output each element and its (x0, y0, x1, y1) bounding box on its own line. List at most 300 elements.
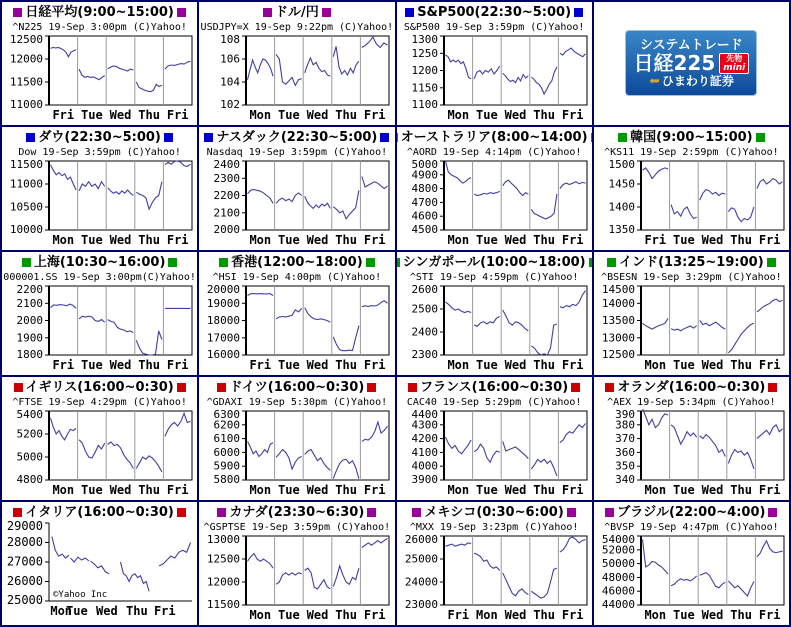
chart-title-row (615, 129, 768, 146)
chart-title: イギリス(16:00~0:30) (25, 380, 174, 395)
y-axis-tick-label: 1250 (411, 46, 438, 60)
price-line (305, 568, 331, 589)
chart-title-row (604, 254, 779, 271)
x-axis-day-label: Tue (81, 108, 103, 122)
y-axis-tick-label: 3900 (411, 473, 438, 486)
marker-square-icon (164, 133, 173, 142)
chart-title: カナダ(23:30~6:30) (229, 505, 365, 520)
x-axis-day-label: Fri (758, 233, 781, 247)
chart-cell-STI[interactable] (397, 252, 592, 375)
price-line (305, 450, 331, 471)
y-axis-tick-label: 1150 (411, 81, 438, 95)
price-line (362, 177, 388, 189)
chart-cell-FTSE[interactable] (2, 377, 197, 500)
price-chart (200, 284, 393, 374)
chart-title: インド(13:25~19:00) (619, 255, 764, 270)
x-axis-day-label: Tue (475, 483, 498, 497)
x-axis-day-label: Wed (307, 233, 329, 247)
price-line (560, 291, 586, 308)
y-axis-tick-label: 1350 (608, 223, 635, 236)
x-axis-day-label: Thu (138, 358, 161, 372)
x-axis-day-label: Wed (701, 483, 724, 497)
y-axis-tick-label: 18000 (207, 314, 241, 327)
x-axis-day-label: Thu (730, 233, 752, 247)
x-axis-day-label: Mon (52, 233, 75, 247)
price-line (560, 182, 586, 189)
chart-cell-Nasdaq[interactable] (199, 127, 394, 250)
chart-cell-GDAXI[interactable] (199, 377, 394, 500)
y-axis-tick-label: 2400 (411, 325, 438, 339)
price-chart (200, 409, 393, 499)
price-line (362, 422, 388, 441)
marker-square-icon (168, 258, 177, 267)
chart-title: ナスダック(22:30~5:00) (216, 130, 378, 145)
marker-square-icon (405, 8, 414, 17)
price-line (362, 301, 388, 307)
y-axis-tick-label: 1800 (16, 348, 44, 361)
y-axis-tick-label: 5000 (411, 159, 438, 171)
price-line (108, 442, 134, 469)
price-line (502, 441, 528, 458)
y-axis-tick-label: 4200 (411, 432, 438, 446)
price-chart (200, 34, 393, 124)
x-axis-day-label: Fri (758, 483, 781, 497)
price-line (728, 207, 754, 222)
chart-title-row (409, 504, 578, 521)
price-line (79, 69, 105, 80)
y-axis-tick-label: 12000 (10, 52, 44, 66)
ticker-caption: ^FTSE 19-Sep 4:29pm (C)Yahoo! (12, 397, 187, 408)
marker-square-icon (574, 8, 583, 17)
chart-title: イタリア(16:00~0:30) (25, 505, 174, 520)
x-axis-day-label: Tue (672, 608, 695, 622)
ticker-caption: ^GSPTSE 19-Sep 3:59pm (C)Yahoo! (203, 522, 391, 533)
price-line (757, 179, 783, 189)
ad-banner-himawari[interactable] (625, 30, 757, 96)
x-axis-day-label: Fri (364, 233, 386, 247)
marker-square-icon (607, 258, 616, 267)
marker-square-icon (367, 508, 376, 517)
price-chart (200, 534, 393, 624)
x-axis-day-label: Fri (364, 608, 386, 622)
chart-cell-MXX[interactable] (397, 502, 592, 625)
y-axis-tick-label: 380 (615, 418, 635, 432)
x-axis-day-label: Mon (50, 604, 73, 618)
x-axis-day-label: Fri (166, 358, 189, 372)
price-line (305, 58, 331, 76)
price-chart (595, 534, 788, 624)
ticker-caption: ^BSESN 19-Sep 3:29pm (C)Yahoo! (601, 272, 782, 283)
y-axis-tick-label: 4000 (411, 459, 438, 473)
price-line (51, 48, 77, 57)
y-axis-tick-label: 4600 (411, 209, 438, 223)
ticker-caption: ^KS11 19-Sep 2:59pm (C)Yahoo! (604, 147, 779, 158)
x-axis-day-label: Mon (249, 608, 272, 622)
x-axis-day-label: Fri (364, 108, 386, 122)
chart-cell-GSPTSE[interactable] (199, 502, 394, 625)
price-chart (398, 534, 591, 624)
price-line (276, 308, 302, 318)
price-line (248, 554, 274, 569)
y-axis-tick-label: 4500 (411, 223, 438, 236)
marker-square-icon (217, 508, 226, 517)
x-axis-day-label: Tue (66, 604, 88, 618)
chart-cell-AEX[interactable] (594, 377, 789, 500)
chart-cell-N225[interactable] (2, 2, 197, 125)
x-axis-day-label: Wed (109, 483, 132, 497)
y-axis-tick-label: 360 (615, 445, 635, 459)
marker-square-icon (605, 383, 614, 392)
y-axis-tick-label: 6100 (213, 432, 241, 446)
price-line (474, 316, 500, 326)
marker-square-icon (571, 383, 580, 392)
x-axis-day-label: Thu (335, 108, 358, 122)
marker-square-icon (768, 383, 777, 392)
price-line (165, 413, 191, 436)
x-axis-day-label: Mon (644, 608, 667, 622)
x-axis-day-label: Wed (109, 233, 132, 247)
marker-square-icon (22, 258, 31, 267)
price-line (165, 161, 191, 167)
x-axis-day-label: Tue (81, 233, 103, 247)
x-axis-day-label: Wed (307, 358, 329, 372)
y-axis-tick-label: 2000 (16, 314, 44, 327)
ticker-caption: ^BVSP 19-Sep 4:47pm (C)Yahoo! (604, 522, 779, 533)
y-axis-tick-label: 340 (615, 473, 635, 486)
chart-title: S&P500(22:30~5:00) (417, 5, 572, 20)
price-line (502, 310, 528, 331)
x-axis-day-label: Tue (475, 108, 498, 122)
y-axis-tick-label: 2300 (213, 171, 241, 185)
x-axis-day-label: Wed (307, 483, 329, 497)
ad-futures-mini-badge: 先物 mini (719, 53, 749, 74)
y-axis-tick-label: 12500 (601, 348, 635, 361)
chart-cell-CAC40[interactable] (397, 377, 592, 500)
price-line (334, 190, 360, 219)
y-axis-tick-label: 11000 (10, 98, 44, 111)
y-axis-tick-label: 5000 (16, 450, 44, 464)
x-axis-day-label: Tue (278, 608, 301, 622)
price-line (642, 168, 668, 179)
x-axis-day-label: Fri (561, 233, 584, 247)
x-axis-day-label: Fri (52, 108, 75, 122)
price-line (334, 459, 360, 478)
y-axis-tick-label: 27000 (7, 554, 44, 569)
price-line (248, 190, 274, 204)
price-chart (3, 284, 196, 374)
chart-title-row (602, 504, 780, 521)
y-axis-tick-label: 25000 (404, 552, 438, 566)
chart-title-row (397, 129, 592, 146)
x-axis-day-label: Mon (644, 358, 667, 372)
price-chart (398, 409, 591, 499)
price-line (305, 196, 331, 208)
y-axis-tick-label: 12500 (10, 34, 44, 46)
price-line (108, 320, 134, 333)
x-axis-day-label: Tue (278, 233, 301, 247)
x-axis-day-label: Mon (475, 608, 498, 622)
chart-title: フランス(16:00~0:30) (420, 380, 569, 395)
price-line (671, 425, 697, 444)
price-line (52, 537, 69, 559)
price-line (136, 82, 162, 92)
marker-square-icon (26, 133, 35, 142)
x-axis-day-label: Wed (96, 604, 118, 618)
y-axis-tick-label: 4800 (16, 473, 44, 486)
y-axis-tick-label: 2300 (411, 348, 438, 361)
x-axis-day-label: Thu (730, 608, 752, 622)
x-axis-day-label: Fri (154, 604, 176, 618)
price-line (728, 450, 754, 469)
ticker-caption: S&P500 19-Sep 3:59pm (C)Yahoo! (403, 22, 585, 33)
price-line (531, 324, 557, 355)
x-axis-day-label: Mon (249, 483, 272, 497)
y-axis-tick-label: 12500 (207, 552, 241, 566)
marker-square-icon (618, 133, 627, 142)
price-line (248, 59, 274, 80)
marker-square-icon (219, 258, 228, 267)
x-axis-day-label: Fri (364, 483, 386, 497)
chart-title: 韓国(9:00~15:00) (630, 130, 753, 145)
chart-cell-BVSP[interactable] (594, 502, 789, 625)
y-axis-tick-label: 26000 (7, 574, 44, 588)
price-line (700, 321, 726, 330)
marker-square-icon (13, 508, 22, 517)
price-chart (595, 159, 788, 249)
chart-cell-000001.SS[interactable] (2, 252, 197, 375)
y-axis-tick-label: 48000 (601, 570, 635, 584)
price-line (276, 54, 302, 85)
price-line (71, 557, 90, 562)
y-axis-tick-label: 390 (615, 409, 635, 421)
price-line (334, 566, 360, 587)
x-axis-day-label: Fri (561, 608, 584, 622)
marker-square-icon (756, 133, 765, 142)
x-axis-day-label: Thu (532, 358, 555, 372)
price-line (642, 540, 668, 575)
price-line (165, 61, 191, 69)
marker-square-icon (380, 133, 389, 142)
chart-title-row (214, 379, 379, 396)
chart-cell-BSESN[interactable] (594, 252, 789, 375)
y-axis-tick-label: 24000 (404, 575, 438, 589)
y-axis-tick-label: 2200 (213, 189, 241, 202)
price-line (79, 316, 105, 322)
chart-title: オランダ(16:00~0:30) (617, 380, 766, 395)
chart-cell-SP500[interactable] (397, 2, 592, 125)
y-axis-tick-label: 108 (220, 34, 241, 46)
ticker-caption: ^AORD 19-Sep 4:14pm (C)Yahoo! (406, 147, 582, 158)
x-axis-day-label: Fri (166, 108, 189, 122)
price-line (502, 573, 528, 596)
x-axis-day-label: Thu (138, 108, 161, 122)
x-axis-day-label: Tue (278, 358, 301, 372)
y-axis-tick-label: 52000 (601, 543, 635, 557)
ad-company-name: ひまわり証券 (661, 73, 734, 88)
ticker-caption: 000001.SS 19-Sep 3:00pm(C)Yahoo! (3, 272, 196, 283)
x-axis-day-label: Fri (644, 233, 667, 247)
ticker-caption: ^HSI 19-Sep 4:00pm (C)Yahoo! (212, 272, 382, 283)
price-line (671, 576, 697, 586)
y-axis-tick-label: 5900 (213, 459, 241, 473)
price-line (700, 573, 726, 588)
chart-cell-USDJPY=X[interactable] (199, 2, 394, 125)
price-chart (3, 34, 196, 124)
price-chart (398, 284, 591, 374)
y-axis-tick-label: 14000 (601, 296, 635, 310)
x-axis-day-label: Thu (532, 483, 555, 497)
x-axis-day-label: Wed (307, 108, 329, 122)
x-axis-day-label: Tue (278, 483, 301, 497)
price-line (136, 182, 162, 210)
x-axis-day-label: Mon (447, 233, 469, 247)
chart-cell-Dow[interactable] (2, 127, 197, 250)
price-line (79, 182, 105, 191)
x-axis-day-label: Wed (504, 108, 526, 122)
price-line (445, 302, 471, 312)
y-axis-tick-label: 54000 (601, 534, 635, 546)
price-line (91, 561, 110, 574)
x-axis-day-label: Tue (475, 233, 498, 247)
marker-square-icon (366, 258, 375, 267)
marker-square-icon (567, 508, 576, 517)
y-axis-tick-label: 17000 (207, 331, 241, 345)
x-axis-day-label: Tue (81, 358, 103, 372)
x-axis-day-label: Fri (561, 108, 584, 122)
y-axis-tick-label: 370 (615, 432, 635, 446)
price-chart (3, 521, 196, 621)
price-line (276, 450, 302, 469)
y-axis-tick-label: 1400 (608, 200, 635, 214)
price-line (334, 46, 360, 75)
x-axis-day-label: Mon (249, 233, 272, 247)
x-axis-day-label: Fri (52, 358, 75, 372)
y-axis-tick-label: 6000 (213, 445, 241, 459)
y-axis-tick-label: 2100 (16, 296, 44, 310)
marker-square-icon (177, 508, 186, 517)
marker-square-icon (767, 258, 776, 267)
marker-square-icon (397, 133, 398, 142)
chart-cell-italy[interactable] (2, 502, 197, 625)
ticker-caption: Dow 19-Sep 3:59pm (C)Yahoo! (18, 147, 181, 158)
x-axis-day-label: Tue (278, 108, 301, 122)
x-axis-day-label: Fri (249, 358, 272, 372)
y-axis-tick-label: 6200 (213, 418, 241, 432)
x-axis-day-label: Wed (504, 358, 526, 372)
y-axis-tick-label: 5400 (16, 409, 44, 421)
chart-title: 香港(12:00~18:00) (231, 255, 363, 270)
price-line (531, 568, 557, 598)
y-axis-tick-label: 11000 (10, 177, 44, 191)
price-line (474, 66, 500, 79)
x-axis-day-label: Wed (701, 233, 724, 247)
x-axis-day-label: Fri (758, 608, 781, 622)
x-axis-day-label: Mon (447, 483, 469, 497)
ticker-caption: ^AEX 19-Sep 5:34pm (C)Yahoo! (607, 397, 776, 408)
chart-title-row (23, 129, 176, 146)
x-axis-day-label: Fri (561, 483, 584, 497)
ad-product-name: 日経225 (633, 51, 716, 75)
chart-cell-AORD[interactable] (397, 127, 592, 250)
chart-cell-KS11[interactable] (594, 127, 789, 250)
price-line (136, 331, 162, 355)
price-line (671, 326, 697, 331)
marker-square-icon (14, 383, 23, 392)
y-axis-tick-label: 12000 (207, 575, 241, 589)
price-line (362, 538, 388, 547)
y-axis-tick-label: 102 (220, 98, 241, 111)
price-line (79, 440, 105, 458)
chart-title-row (402, 4, 586, 21)
price-line (642, 318, 668, 329)
chart-title-row (405, 379, 583, 396)
price-line (502, 180, 528, 195)
chart-title-row (602, 379, 780, 396)
marker-square-icon (408, 383, 417, 392)
price-line (700, 190, 726, 201)
price-chart (3, 409, 196, 499)
chart-title: ブラジル(22:00~4:00) (617, 505, 766, 520)
ticker-caption: ^GDAXI 19-Sep 5:30pm (C)Yahoo! (206, 397, 388, 408)
y-axis-tick-label: 14500 (601, 284, 635, 296)
y-axis-tick-label: 5800 (213, 473, 241, 486)
y-axis-tick-label: 13000 (207, 534, 241, 546)
ticker-caption: ^MXX 19-Sep 3:23pm (C)Yahoo! (409, 522, 579, 533)
price-line (445, 55, 471, 79)
price-line (560, 423, 586, 442)
x-axis-day-label: Thu (730, 358, 752, 372)
y-axis-tick-label: 4100 (411, 445, 438, 459)
chart-title-row (201, 129, 392, 146)
chart-cell-HSI[interactable] (199, 252, 394, 375)
y-axis-tick-label: 2200 (16, 284, 44, 296)
y-axis-tick-label: 23000 (404, 598, 438, 611)
price-line (671, 205, 697, 219)
marker-square-icon (263, 8, 272, 17)
x-axis-day-label: Wed (109, 358, 132, 372)
y-axis-tick-label: 28000 (7, 535, 44, 549)
y-axis-tick-label: 44000 (601, 598, 635, 611)
chart-title-row (216, 254, 378, 271)
ticker-caption: CAC40 19-Sep 5:29pm (C)Yahoo! (406, 397, 582, 408)
marker-square-icon (13, 8, 22, 17)
chart-title: メキシコ(0:30~6:00) (424, 505, 564, 520)
y-axis-tick-label: 2600 (411, 284, 438, 296)
ticker-caption: USDJPY=X 19-Sep 9:22pm (C)Yahoo! (200, 22, 394, 33)
price-chart (398, 159, 591, 249)
chart-title-row (10, 4, 189, 21)
x-axis-day-label: Thu (335, 358, 358, 372)
ticker-caption: ^STI 19-Sep 4:59pm (C)Yahoo! (409, 272, 579, 283)
marker-square-icon (177, 8, 186, 17)
chart-title: 日経平均(9:00~15:00) (25, 5, 174, 20)
price-chart (200, 159, 393, 249)
x-axis-day-label: Mon (447, 108, 469, 122)
marker-square-icon (591, 133, 592, 142)
x-axis-day-label: Tue (672, 358, 695, 372)
swoosh-arrow-icon: ➥ (648, 73, 660, 89)
x-axis-day-label: Fri (166, 233, 189, 247)
marker-square-icon (412, 508, 421, 517)
ticker-caption: ^N225 19-Sep 3:00pm (C)Yahoo! (12, 22, 187, 33)
price-line (757, 299, 783, 312)
y-axis-tick-label: 46000 (601, 584, 635, 598)
price-line (531, 67, 557, 94)
y-axis-tick-label: 16000 (207, 348, 241, 361)
y-axis-tick-label: 2500 (411, 302, 438, 316)
y-axis-tick-label: 13000 (601, 331, 635, 345)
x-axis-day-label: Thu (532, 108, 555, 122)
